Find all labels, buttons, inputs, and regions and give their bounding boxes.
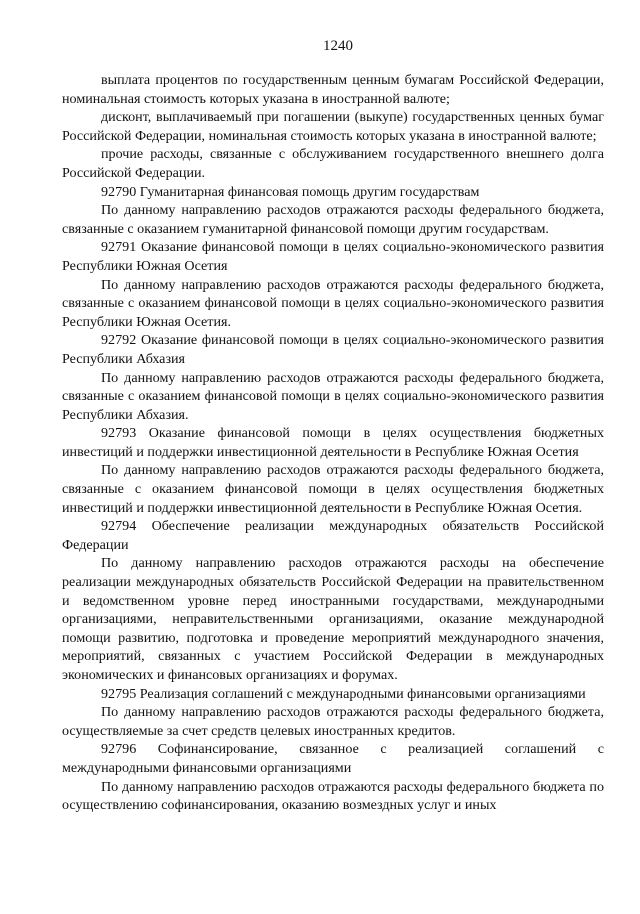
paragraph-92795-description: По данному направлению расходов отражаются расходы федерального бюджета, осуществляемые за счет средств целевых иностранных кредитов. [62, 704, 604, 739]
page-number: 1240 [323, 38, 353, 54]
paragraph-92792-description: По данному направлению расходов отражаются расходы федерального бюджета, связанные с оказанием финансовой помощи в целях социально-экономического развития Республики Абхазия. [62, 369, 604, 423]
section-heading-92790: 92790 Гуманитарная финансовая помощь другим государствам [101, 183, 480, 200]
paragraph-92794-description: По данному направлению расходов отражаются расходы на обеспечение реализации международных обязательств Российской Федерации на правительственном и ведомственном уровне перед иностранными государствами, международными организациями, неправительственными организациями, оказание международной помощи развитию, подготовка и проведение мероприятий международного значения, мероприятий, связанных с участием Российской Федерации в международных экономических и финансовых организациях и форумах. [62, 555, 604, 683]
section-heading-92791: 92791 Оказание финансовой помощи в целях социально-экономического развития Республики Южная Осетия [62, 239, 604, 274]
paragraph-92790-description: По данному направлению расходов отражаются расходы федерального бюджета, связанные с оказанием гуманитарной финансовой помощи другим государствам. [62, 202, 604, 237]
paragraph-interest-payment: выплата процентов по государственным ценным бумагам Российской Федерации, номинальная стоимость которых указана в иностранной валюте; [62, 72, 604, 107]
section-heading-92794: 92794 Обеспечение реализации международных обязательств Российской Федерации [62, 518, 604, 553]
paragraph-discount: дисконт, выплачиваемый при погашении (выкупе) государственных ценных бумаг Российской Федерации, номинальная стоимость которых указана в иностранной валюте; [62, 109, 604, 144]
paragraph-92793-description: По данному направлению расходов отражаются расходы федерального бюджета, связанные с оказанием финансовой помощи в целях осуществления бюджетных инвестиций и поддержки инвестиционной деятельности в Республике Южная Осетия. [62, 462, 604, 516]
paragraph-92796-description: По данному направлению расходов отражаются расходы федерального бюджета по осуществлению софинансирования, оказанию возмездных услуг и иных [62, 778, 604, 814]
page-content [62, 71, 604, 815]
section-heading-92796: 92796 Софинансирование, связанное с реализацией соглашений с международными финансовыми организациями [62, 741, 604, 776]
paragraph-92791-description: По данному направлению расходов отражаются расходы федерального бюджета, связанные с оказанием финансовой помощи в целях социально-экономического развития Республики Южная Осетия. [62, 276, 604, 330]
paragraph-other-expenses: прочие расходы, связанные с обслуживанием государственного внешнего долга Российской Федерации. [62, 146, 604, 181]
section-heading-92795: 92795 Реализация соглашений с международными финансовыми организациями [101, 685, 586, 702]
section-heading-92792: 92792 Оказание финансовой помощи в целях социально-экономического развития Республики Абхазия [62, 332, 604, 367]
section-heading-92793: 92793 Оказание финансовой помощи в целях осуществления бюджетных инвестиций и поддержки инвестиционной деятельности в Республике Южная Осетия [62, 425, 604, 460]
